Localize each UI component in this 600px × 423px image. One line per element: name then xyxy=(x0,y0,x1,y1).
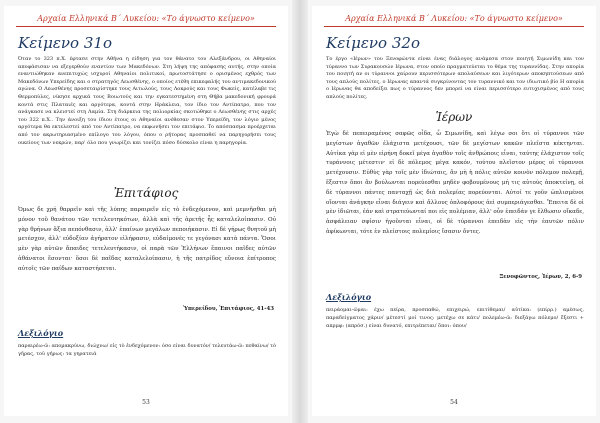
glossary-title: Λεξιλόγιο xyxy=(326,292,372,302)
section-title: Κείμενο 32ο xyxy=(326,34,420,52)
page-number: 53 xyxy=(142,399,150,406)
running-header: Αρχαία Ελληνικά Β΄ Λυκείου: «Το άγνωστο κείμενο» xyxy=(345,14,563,23)
glossary-title: Λεξιλόγιο xyxy=(18,328,64,338)
header-rule xyxy=(16,26,276,27)
header-rule xyxy=(324,26,584,27)
text-subheading: Ἱέρων xyxy=(435,110,473,124)
greek-passage: Ὁμως δε χρή θαρρεῖν καὶ τῆς λύπης παραιρεῖν εἰς τὸ ἐνδεχόμενον, καὶ μεμνῆσθαι μὴ μόνον τοῦ θανάτου τῶν τετελευτηκότων, ἀλλὰ καὶ τῆς ἀρετῆς ἧς καταλελοίπασιν. Οὐ γὰρ θρήνων ἄξια πεπόνθασιν, ἀλλ' ἐπαίνων μεγάλων πεποιήκασιν. Εἰ δὲ γήρως θνητοῦ μὴ μετέσχον, ἀλλ' εὐδοξίαν ἀγήρατον εἰλήφασιν, εὐδαίμονές τε γεγόνασι κατὰ πάντα. Ὅσοι μὲν γὰρ αὐτῶν ἄπαιδες τετελευτήκασιν, οἱ παρὰ τῶν Ἑλλήνων ἔπαινοι παῖδες αὐτῶν ἀθάνατοι ἔσονται· ὅσοι δὲ παῖδας καταλελοίπασιν, ἡ τῆς πατρίδος εὔνοια ἐπίτροπος αὐτοῖς τῶν παίδων καταστήσεται. xyxy=(18,207,276,272)
section-title: Κείμενο 31ο xyxy=(18,34,112,52)
left-page xyxy=(4,6,288,416)
glossary-text: πειράομαι-ῶμαι: έχω πείρα, προσπαθώ, επιχειρώ, επιτίθεμαι/ αὐτίκα: (επίρρ.) αμέσως, παραδείγματος χάριν/ μέτεστί μοί τινος: μετέχω σε κάτι/ πολεμέω-ῶ: διεξάγω πόλεμο/ ἔξεστι + απρμφ: (απρόσ.) είναι δυνατό, επιτρέπεται/ ὅποι: όπου/ xyxy=(326,307,584,329)
intro-text: Όταν το 323 π.Χ. έφτασε στην Αθήνα η είδηση για τον θάνατο του Αλεξάνδρου, οι Αθηναίοι αποφάσισαν να εξεγερθούν εναντίον των Μακεδόνων. Στη λήψη της απόφασης αυτής, στην οποία εναντιώθηκαν ανεπιτυχώς ισχυροί Αθηναίοι πολιτικοί, πρωτοστάτησε ο ορισμένος εχθρός των Μακεδόνων Υπερείδης και ο στρατηγός Λεωσθένης, ο οποίος ετέθη επικεφαλής του αντιμακεδονικού αγώνα. Ο Λεωσθένης προσεταιρίστηκε τους Αιτωλούς, τους Λοκρούς και τους Φωκείς, κατέλαβε τις Θερμοπύλες, νίκησε αρχικά τους Βοιωτούς και την εγκατεστημένη στη Θήβα μακεδονική φρουρά κοντά στις Πλαταιές και αργότερα, κοντά στην Ηράκλεια, τον ίδιο τον Αντίπατρο, που τον ανάγκασε να κλειστεί στη Λαμία. Στη διάρκεια της πολιορκίας σκοτώθηκε ο Λεωσθένης στις αρχές του 322 π.Χ.. Την άνοιξη του ίδιου έτους οι Αθηναίοι ανέθεσαν στον Υπερείδη, τον λόγιο μένος αργότερα θα εκτελεστεί από τον Αντίπατρο, να εκφωνήσει τον επιτάφιο. Το απόσπασμα προέρχεται από τον ακρωτηριασμένο επίλογο του λόγου, όπου ο ρήτορας προσπαθεί να παρηγορήσει τους οικείους των νεκρών, παρ' όλο που γνωρίζει και τονίζει πόσο δύσκολο είναι η παρηγορία. xyxy=(18,56,276,146)
running-header: Αρχαία Ελληνικά Β΄ Λυκείου: «Το άγνωστο κείμενο» xyxy=(37,14,255,23)
page-number: 54 xyxy=(450,399,458,406)
right-page xyxy=(312,6,596,416)
greek-passage: Ἐγὼ δὲ πεπειραμένος σαφῶς οἶδα, ὦ Σιμωνίδη, καὶ λέγω σοι ὅτι οἱ τύραννοι τῶν μεγίστων ἀγαθῶν ἐλάχιστα μετέχουσι, τῶν δὲ μεγίστων κακῶν πλεῖστα κέκτηνται. Αὐτίκα γὰρ εἰ μὲν εἰρήνη δοκεῖ μέγα ἀγαθὸν τοῖς ἀνθρώποις εἶναι, ταύτης ἐλάχιστον τοῖς τυράννοις μέτεστιν· εἰ δὲ πόλεμος μέγα κακόν, τούτου πλεῖστον μέρος οἱ τύραννοι μετέχουσιν. Εὐθὺς γὰρ τοῖς μὲν ἰδιώταις, ἂν μὴ ἡ πόλις αὐτῶν κοινὸν πόλεμον πολεμῇ, ἔξεστιν ὅποι ἂν βούλωνται πορεύεσθαι μηδὲν φοβουμένους μή τις αὐτοὺς ἀποκτείνῃ, οἱ δὲ τύραννοι πάντες πανταχῇ ὡς διὰ πολεμίας πορεύονται. Αὐτοί τε γοῦν ὡπλισμένοι οἴονται ἀνάγκην εἶναι διάγειν καὶ ἄλλους ὁπλοφόρους ἀεὶ συμπεριάγεσθαι. Ἔπειτα δὲ οἱ μὲν ἰδιῶται, ἐάν καὶ στρατεύωνταί ποι εἰς πολέμιαν, ἀλλ' οὖν ἐπειδάν γε ἔλθωσιν οἴκαδε, ἀσφάλειαν σφίσιν ἡγοῦνται εἶναι, οἱ δὲ τύραννοι ἐπειδὰν εἰς τὴν ἑαυτῶν πόλιν ἀφίκωνται, τότε ἐν πλείστοις πολεμίοις ἴσασιν ὄντες. xyxy=(326,131,584,235)
source-citation: Ξενοφῶντος, Ἱέρων, 2, 6-9 xyxy=(499,274,582,280)
source-citation: Ὑπερείδου, Ἐπιτάφιος, 41-43 xyxy=(183,306,274,312)
intro-text: Το έργο «Ιέρων» του Ξενοφώντα είναι ένας διάλογος ανάμεσα στον ποιητή Σιμωνίδη και τον τύραννο των Συρακουσών Ιέρωνα, στον οποίο πραγματεύεται το θέμα της τυραννίδας. Στην απορία του ποιητή αν οι τύραννοι χαίρουν περισσότερων απολαύσεων και λιγότερων αποκηπτούσεων από τους απλούς πολίτες, ο Ιέρωνας απαντά συγκρίνοντας τον τυραννικό και τον ιδιωτικό βίο Η απορία ο Ιέρωνας θα αποδείξει πως ο τύραννος δεν μπορεί να είναι περισσότερο ευτυχισμένος από τους απλούς πολίτες. xyxy=(326,56,584,100)
glossary-text: παραιρέω-ῶ: αποµακρύνω, διώχνω/ εἰς τὸ ἐνδεχόμενον: όσο είναι δυνατόν/ τελευτάω-ῶ: πεθαίνω/ τὸ γῆρας, τοῦ γήρως: τα γηρατειά xyxy=(18,343,276,357)
book-gutter xyxy=(292,0,308,423)
text-subheading: Ἐπιτάφιος xyxy=(113,186,179,200)
